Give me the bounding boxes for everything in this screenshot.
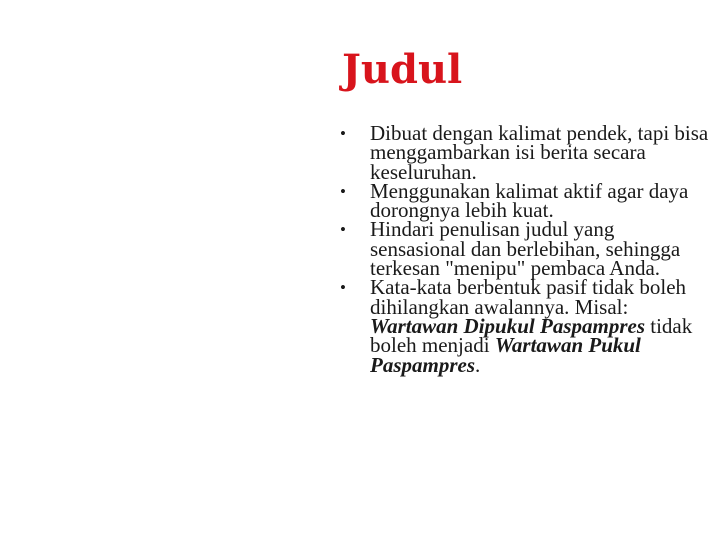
- bullet-item: [340, 178, 710, 223]
- bullet-icon: •: [340, 181, 346, 201]
- bullet-icon: •: [340, 220, 346, 240]
- bullet-icon: •: [340, 124, 346, 143]
- bullet-item: [340, 217, 710, 281]
- slide-title: Judul: [342, 46, 463, 93]
- bullet-list: [340, 121, 710, 377]
- bullet-text: Hindari penulisan judul yang sensasional dan berlebihan, sehingga terkesan "menipu" pembaca Anda.: [370, 217, 681, 281]
- bullet-text: [370, 275, 692, 376]
- bullet-item: [340, 121, 710, 184]
- bullet-text-after: .: [475, 352, 481, 377]
- bullet-icon: •: [340, 278, 346, 298]
- bullet-text: Dibuat dengan kalimat pendek, tapi bisa menggambarkan isi berita secara keseluruhan.: [370, 121, 709, 184]
- bullet-text-before: Kata-kata berbentuk pasif tidak boleh dihilangkan awalannya. Misal:: [370, 275, 687, 319]
- bullet-item: [340, 275, 710, 377]
- bullet-text: Menggunakan kalimat aktif agar daya dorongnya lebih kuat.: [370, 178, 689, 223]
- bullet-text-middle: tidak boleh menjadi: [370, 313, 693, 358]
- example-passive-headline: Wartawan Dipukul Paspampres: [370, 313, 645, 338]
- example-active-headline: Wartawan Pukul Paspampres: [370, 333, 641, 377]
